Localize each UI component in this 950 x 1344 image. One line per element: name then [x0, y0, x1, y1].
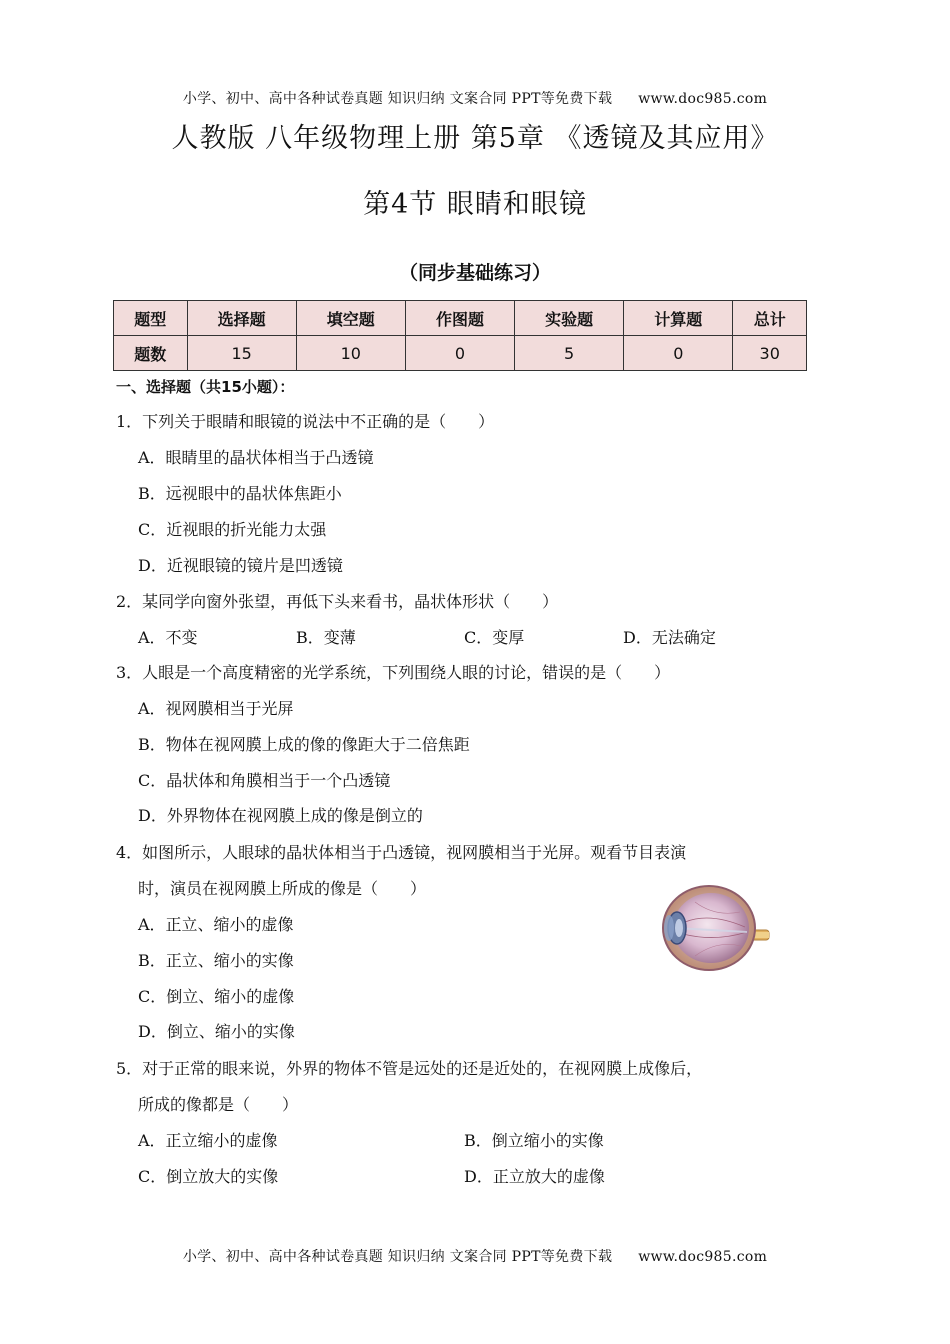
table-row	[114, 336, 807, 371]
page-footer	[0, 1246, 950, 1266]
question-4-option-a: A．正立、缩小的虚像	[138, 915, 294, 934]
footer-url[interactable]: www.doc985.com	[638, 1249, 768, 1265]
question-1-option-c: C．近视眼的折光能力太强	[138, 520, 327, 539]
question-4-option-c: C．倒立、缩小的虚像	[138, 987, 295, 1006]
header-text: 小学、初中、高中各种试卷真题 知识归纳 文案合同 PPT等免费下载	[182, 91, 613, 107]
table-cell: 5	[515, 336, 624, 371]
eyeball-diagram	[655, 882, 773, 974]
question-4-text-cont: 时，演员在视网膜上所成的像是（ ）	[138, 879, 427, 898]
question-5-option-c: C．倒立放大的实像	[138, 1167, 279, 1186]
question-4-option-b: B．正立、缩小的实像	[138, 951, 294, 970]
table-header-cell: 实验题	[515, 301, 624, 336]
question-1-option-d: D．近视眼镜的镜片是凹透镜	[138, 556, 343, 575]
table-cell: 30	[733, 336, 807, 371]
table-cell: 15	[187, 336, 296, 371]
table-cell: 0	[405, 336, 514, 371]
section-title: 第4节 眼睛和眼镜	[363, 189, 587, 220]
question-1-text: 1．下列关于眼睛和眼镜的说法中不正确的是（ ）	[116, 412, 495, 431]
table-header-cell: 题型	[114, 301, 188, 336]
table-header-cell: 计算题	[624, 301, 733, 336]
header-url[interactable]: www.doc985.com	[638, 91, 768, 107]
table-header-row	[114, 301, 807, 336]
footer-text: 小学、初中、高中各种试卷真题 知识归纳 文案合同 PPT等免费下载	[182, 1249, 613, 1265]
question-5-option-d: D．正立放大的虚像	[464, 1167, 605, 1186]
table-header-cell: 作图题	[405, 301, 514, 336]
question-2-option-a: A．不变	[138, 628, 198, 647]
table-header-cell: 总计	[733, 301, 807, 336]
table-header-cell: 填空题	[296, 301, 405, 336]
table-cell: 题数	[114, 336, 188, 371]
question-4-option-d: D．倒立、缩小的实像	[138, 1022, 295, 1041]
question-2-option-b: B．变薄	[296, 628, 356, 647]
question-2-option-c: C．变厚	[464, 628, 525, 647]
question-3-text: 3．人眼是一个高度精密的光学系统，下列围绕人眼的讨论，错误的是（ ）	[116, 663, 671, 682]
question-5-option-a: A．正立缩小的虚像	[138, 1131, 278, 1150]
question-5-text: 5．对于正常的眼来说，外界的物体不管是远处的还是近处的，在视网膜上成像后，	[116, 1059, 703, 1078]
page-header	[0, 88, 950, 108]
question-3-option-c: C．晶状体和角膜相当于一个凸透镜	[138, 771, 391, 790]
section-heading: 一、选择题（共15小题）：	[116, 378, 295, 396]
question-5-option-b: B．倒立缩小的实像	[464, 1131, 604, 1150]
question-3-option-a: A．视网膜相当于光屏	[138, 699, 294, 718]
question-1-option-a: A．眼睛里的晶状体相当于凸透镜	[138, 448, 374, 467]
question-5-text-cont: 所成的像都是（ ）	[138, 1095, 299, 1114]
question-stats-table	[113, 300, 807, 371]
table-cell: 10	[296, 336, 405, 371]
page-title: 人教版 八年级物理上册 第5章 《透镜及其应用》	[171, 123, 779, 154]
question-2-text: 2．某同学向窗外张望，再低下头来看书，晶状体形状（ ）	[116, 592, 559, 611]
table-header-cell: 选择题	[187, 301, 296, 336]
question-3-option-d: D．外界物体在视网膜上成的像是倒立的	[138, 806, 423, 825]
question-4-text: 4．如图所示，人眼球的晶状体相当于凸透镜，视网膜相当于光屏。观看节目表演	[116, 843, 687, 862]
table-cell: 0	[624, 336, 733, 371]
subtitle: （同步基础练习）	[398, 262, 551, 284]
question-3-option-b: B．物体在视网膜上成的像的像距大于二倍焦距	[138, 735, 470, 754]
question-1-option-b: B．远视眼中的晶状体焦距小	[138, 484, 342, 503]
question-2-option-d: D．无法确定	[623, 628, 716, 647]
